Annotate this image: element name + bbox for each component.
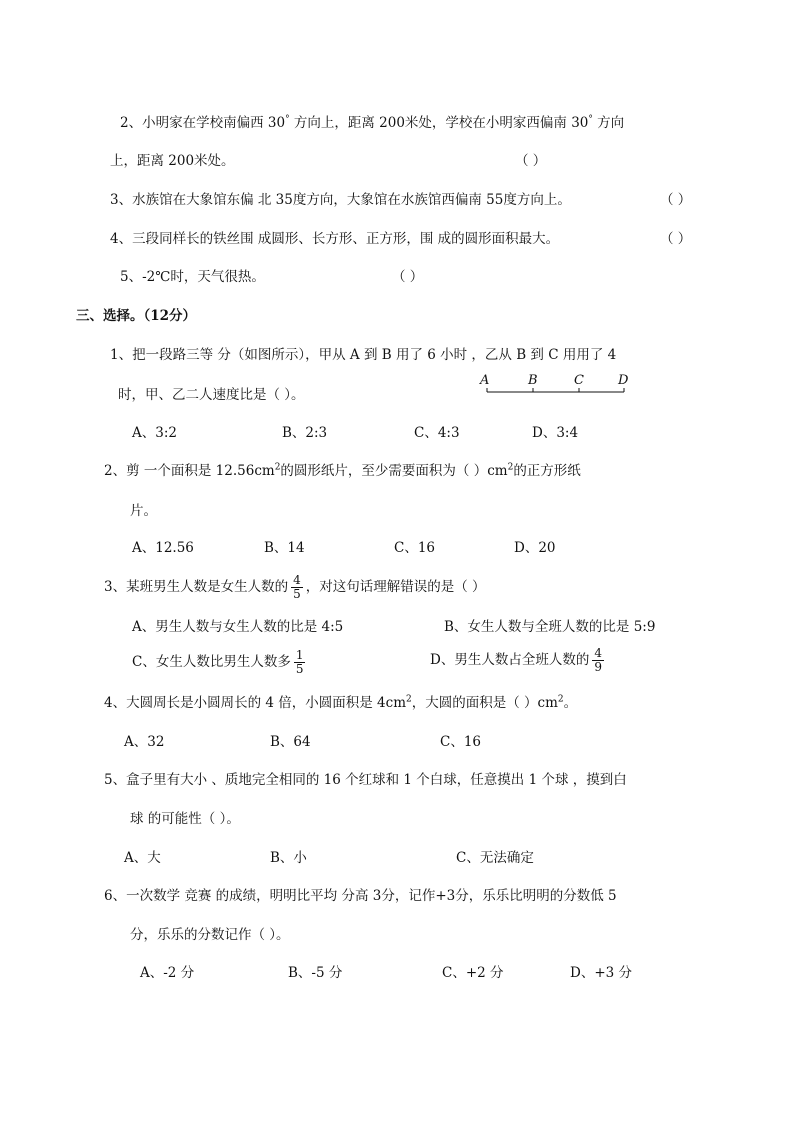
- segment-figure: [474, 370, 634, 400]
- choice-q4-line: [104, 694, 577, 712]
- superscript: 2: [274, 462, 281, 473]
- choice-q4-option-c[interactable]: C、16: [440, 734, 482, 750]
- choice-q6-option-b[interactable]: B、-5 分: [288, 965, 343, 981]
- choice-q2-line1: [104, 462, 581, 480]
- choice-q6-line2: 分，乐乐的分数记作（ ）。: [130, 927, 290, 943]
- fraction-numerator: 4: [594, 646, 602, 660]
- choice-q4-text-b: ，大圆的面积是（ ）cm: [411, 695, 558, 711]
- choice-q6-option-c[interactable]: C、+2 分: [442, 965, 504, 981]
- judge-q3-text: 3、水族馆在大象馆东偏 北 35度方向，大象馆在水族馆西偏南 55度方向上。: [110, 192, 571, 208]
- choice-q5-option-a[interactable]: A、大: [124, 850, 161, 866]
- choice-q5-line2: 球 的可能性（ ）。: [130, 811, 240, 827]
- choice-q4-option-b[interactable]: B、64: [270, 734, 311, 750]
- fraction-numerator: 4: [293, 573, 301, 587]
- choice-q1-option-d[interactable]: D、3:4: [532, 425, 579, 441]
- choice-q1-option-c[interactable]: C、4:3: [414, 425, 460, 441]
- superscript: 2: [406, 694, 412, 705]
- choice-q3-text-b: ，对这句话理解错误的是（ ）: [305, 579, 486, 595]
- judge-q2-text-a: 2、小明家在学校南偏西 30: [120, 115, 286, 131]
- judge-q5-text: 5、-2℃时，天气很热。: [120, 269, 265, 285]
- choice-q2-line2: 片。: [130, 503, 157, 519]
- choice-q2-option-d[interactable]: D、20: [514, 540, 556, 556]
- choice-q6-option-a[interactable]: A、-2 分: [140, 965, 195, 981]
- judge-q4-answer-paren[interactable]: （ ）: [660, 231, 692, 247]
- fraction-one-fifth: [294, 649, 306, 676]
- point-label-a: A: [480, 373, 490, 388]
- choice-q2-option-c[interactable]: C、16: [394, 540, 436, 556]
- section-title: 三、选择。（12分）: [76, 308, 197, 324]
- fraction-denominator: 5: [293, 587, 301, 601]
- fraction-denominator: 9: [594, 660, 602, 674]
- choice-q4-option-a[interactable]: A、32: [124, 734, 165, 750]
- choice-q1-option-b[interactable]: B、2:3: [282, 425, 328, 441]
- judge-q3-answer-paren[interactable]: （ ）: [660, 192, 692, 208]
- choice-q3-text-a: 3、某班男生人数是女生人数的: [104, 579, 289, 595]
- choice-q3-option-c[interactable]: [132, 647, 308, 677]
- choice-q2-option-a[interactable]: A、12.56: [132, 540, 194, 556]
- choice-q3-option-b[interactable]: B、女生人数与全班人数的比是 5:9: [444, 619, 656, 635]
- fraction-denominator: 5: [295, 662, 304, 676]
- choice-q3-option-d-text: D、男生人数占全班人数的: [430, 652, 590, 668]
- fraction-four-fifths: [291, 574, 303, 601]
- point-label-b: B: [528, 373, 538, 388]
- choice-q2-text-b: 的圆形纸片，至少需要面积为（ ）cm: [280, 463, 508, 479]
- choice-q6-line1: 6、一次数学 竞赛 的成绩，明明比平均 分高 3分，记作+3分，乐乐比明明的分数低 5: [104, 888, 617, 904]
- choice-q3-option-c-text: C、女生人数比男生人数多: [132, 654, 291, 670]
- point-label-d: D: [618, 373, 629, 388]
- superscript: 2: [507, 462, 514, 473]
- choice-q1-line2: 时，甲、乙二人速度比是（ ）。: [118, 387, 305, 403]
- choice-q5-line1: 5、盒子里有大小 、质地完全相同的 16 个红球和 1 个白球，任意摸出 1 个球 ，摸到白: [104, 772, 627, 788]
- judge-q2-line1: [120, 114, 624, 132]
- fraction-four-ninths: [592, 647, 604, 674]
- judge-q2-answer-paren[interactable]: （ ）: [515, 153, 547, 169]
- degree-mark: °: [588, 114, 593, 125]
- point-label-c: C: [574, 373, 584, 388]
- judge-q2-line2: 上，距离 200米处。: [110, 153, 235, 169]
- choice-q5-option-c[interactable]: C、无法确定: [456, 850, 534, 866]
- choice-q4-text-c: 。: [563, 695, 578, 711]
- choice-q5-option-b[interactable]: B、小: [270, 850, 307, 866]
- judge-q2-text-c: 方向: [592, 115, 625, 131]
- judge-q4-text: 4、三段同样长的铁丝围 成圆形、长方形、正方形，围 成的圆形面积最大。: [110, 231, 560, 247]
- choice-q3-option-a[interactable]: A、男生人数与女生人数的比是 4:5: [132, 619, 344, 635]
- fraction-numerator: 1: [295, 648, 304, 662]
- choice-q1-line1: 1、把一段路三等 分（如图所示），甲从 A 到 B 用了 6 小时 ，乙从 B 到 C 用用了 4: [110, 347, 617, 363]
- choice-q3-line: [104, 572, 486, 602]
- choice-q1-option-a[interactable]: A、3:2: [132, 425, 177, 441]
- superscript: 2: [557, 694, 564, 705]
- choice-q2-text-a: 2、剪 一个面积是 12.56cm: [104, 463, 275, 479]
- choice-q2-text-c: 的正方形纸: [513, 463, 581, 479]
- judge-q5-answer-paren[interactable]: （ ）: [392, 269, 424, 285]
- choice-q2-option-b[interactable]: B、14: [264, 540, 305, 556]
- choice-q6-option-d[interactable]: D、+3 分: [570, 965, 633, 981]
- choice-q3-option-d[interactable]: [430, 645, 607, 675]
- judge-q2-text-b: 方向上，距离 200米处，学校在小明家西偏南 30: [289, 115, 589, 131]
- choice-q4-text-a: 4、大圆周长是小圆周长的 4 倍，小圆面积是 4cm: [104, 695, 407, 711]
- degree-mark: °: [285, 114, 290, 125]
